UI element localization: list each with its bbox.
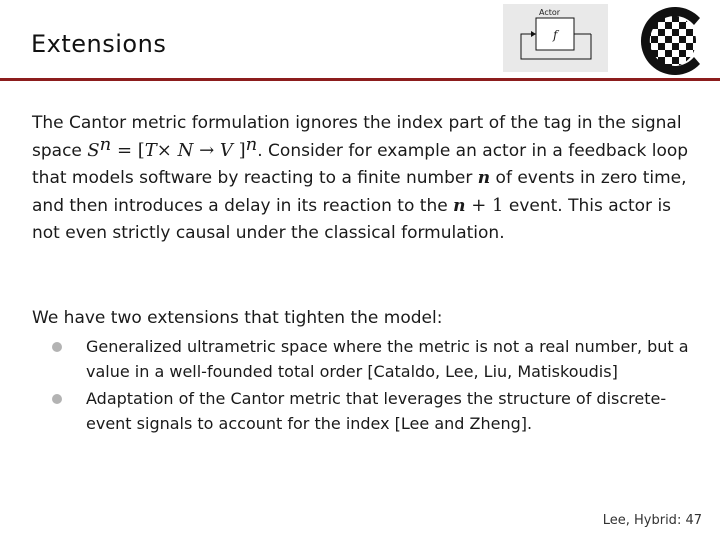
svg-text:C: C [628,4,629,5]
page-title: Extensions [31,30,167,58]
bullet-icon [52,394,62,404]
function-label: f [553,28,558,42]
paragraph-cantor-metric: The Cantor metric formulation ignores the index part of the tag in the signal space $S^n = [T\times N \to V$ ]$^n$. Consider for example an actor in a feedback loop that models software by reacting to a finite number n of events in zero time, and then introduces a delay in its reaction to the n + 1 event. This actor is not even strictly causal under the classical formulation. [32,113,689,243]
extensions-list [52,334,702,438]
checkerboard-c-logo-icon [628,4,712,76]
bullet-icon [52,342,62,352]
list-item-text: Adaptation of the Cantor metric that leverages the structure of discrete-event signals to account for the index [Lee and Zheng]. [86,389,667,433]
list-item-text: Generalized ultrametric space where the metric is not a real number, but a value in a well-founded total order [Cataldo, Lee, Liu, Matiskoudis] [86,337,689,381]
slide-footer: Lee, Hybrid: 47 [602,513,702,528]
actor-label: Actor [539,8,561,17]
list-item [52,386,702,436]
actor-feedback-diagram [503,4,608,72]
list-item [52,334,702,384]
paragraph-extensions-intro: We have two extensions that tighten the model: [32,308,443,328]
title-divider [0,78,720,81]
